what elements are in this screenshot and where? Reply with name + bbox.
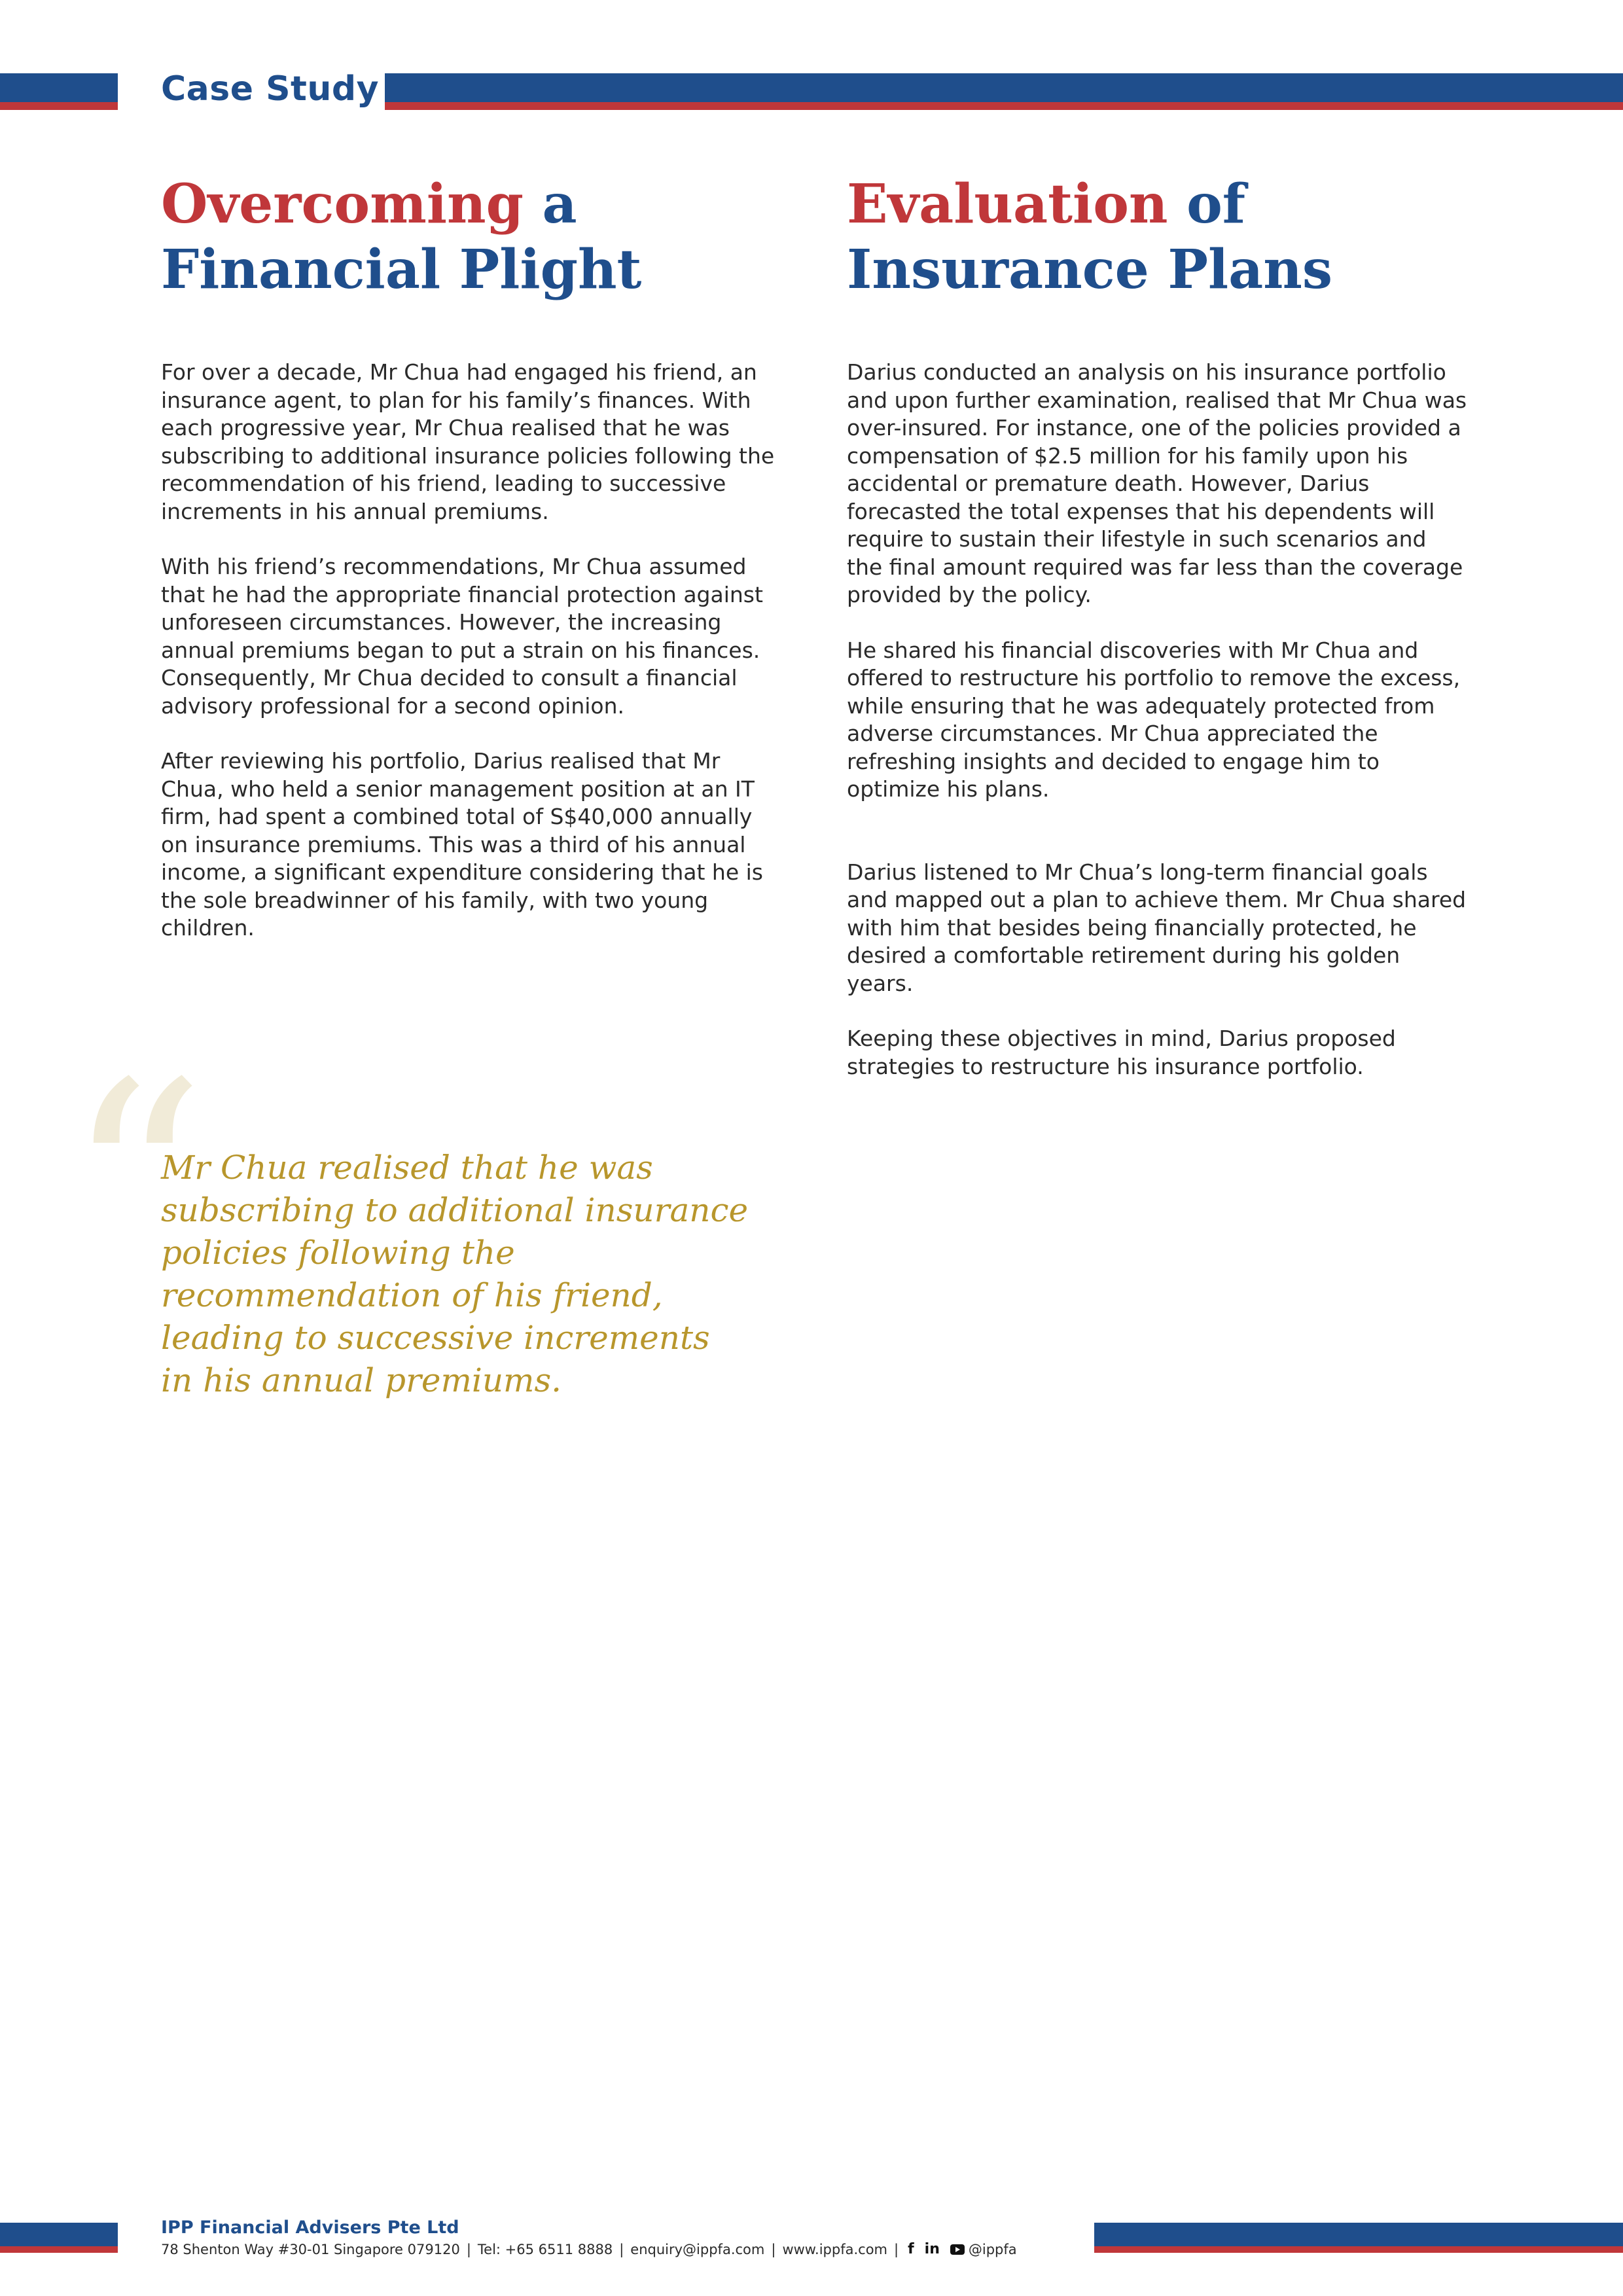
left-paragraph: For over a decade, Mr Chua had engaged his friend, an insurance agent, to plan for his family’s finances. With each progressive year, Mr Chua realised that he was subscribing to additional insurance policies following the recommendation of his friend, leading to successive increments in his annual premiums. — [161, 359, 775, 524]
footer-email-link[interactable]: enquiry@ippfa.com — [630, 2241, 765, 2257]
left-column-body — [161, 359, 783, 970]
footer-address: 78 Shenton Way #30-01 Singapore 079120 — [161, 2241, 460, 2257]
left-title-accent: Overcoming — [161, 173, 524, 236]
right-paragraph: Darius listened to Mr Chua’s long-term financial goals and mapped out a plan to achieve them. Mr Chua shared with him that besides being financially protected, he desired a comfortable retirement during his golden years. — [847, 859, 1467, 996]
footer-separator: | — [466, 2241, 471, 2257]
footer-bar-left-blue — [0, 2223, 118, 2246]
footer-bar-right-blue — [1094, 2223, 1623, 2246]
left-column-title — [161, 171, 815, 302]
footer-bar-left-red — [0, 2246, 118, 2253]
left-paragraph: With his friend’s recommendations, Mr Chua assumed that he had the appropriate financial protection against unforeseen circumstances. However, the increasing annual premiums began to put a strain on his finances. Consequently, Mr Chua decided to consult a financial advisory professional for a second opinion. — [161, 554, 763, 719]
right-column-body — [847, 359, 1469, 1108]
right-paragraph: He shared his financial discoveries with Mr Chua and offered to restructure his portfolio to remove the excess, while ensuring that he was adequately protected from adverse circumstances. Mr Chua appreciated the refreshing insights and decided to engage him to optimize his plans. — [847, 637, 1461, 802]
footer-separator: | — [619, 2241, 624, 2257]
header-bar-right-red — [385, 102, 1623, 110]
right-paragraph: Darius conducted an analysis on his insurance portfolio and upon further examination, realised that Mr Chua was over-insured. For instance, one of the policies provided a compensation of $2.5 million for his family upon his accidental or premature death. However, Darius forecasted the total expenses that his dependents will require to sustain their lifestyle in such scenarios and the final amount required was far less than the coverage provided by the policy. — [847, 359, 1467, 607]
footer-website-link[interactable]: www.ippfa.com — [782, 2241, 887, 2257]
quote-mark-icon: “ — [65, 1024, 206, 1344]
linkedin-icon[interactable]: in — [924, 2241, 940, 2257]
header-bar-right-blue — [385, 73, 1623, 102]
header-title: Case Study — [161, 69, 380, 109]
footer-separator: | — [894, 2241, 899, 2257]
footer-tel: Tel: +65 6511 8888 — [477, 2241, 613, 2257]
footer-bar-right-red — [1094, 2246, 1623, 2253]
right-title-accent: Evaluation — [847, 173, 1168, 236]
header-bar-left-blue — [0, 73, 118, 102]
footer-contact-line — [161, 2241, 1017, 2257]
right-paragraph: Keeping these objectives in mind, Darius proposed strategies to restructure his insurance portfolio. — [847, 1026, 1396, 1079]
footer-company-name: IPP Financial Advisers Pte Ltd — [161, 2217, 459, 2238]
left-title-rest: a Financial Plight — [161, 173, 642, 301]
left-paragraph: After reviewing his portfolio, Darius realised that Mr Chua, who held a senior management position at an IT firm, had spent a combined total of S$40,000 annually on insurance premiums. This was a third of his annual income, a significant expenditure considering that he is the sole breadwinner of his family, with two young children. — [161, 748, 763, 941]
right-column-title — [847, 171, 1501, 302]
facebook-icon[interactable]: f — [908, 2241, 914, 2257]
pull-quote: Mr Chua realised that he was subscribing to additional insurance policies following the recommendation of his friend, leading to successive increments in his annual premiums. — [161, 1149, 749, 1399]
youtube-icon[interactable] — [950, 2244, 965, 2255]
header-bar-left-red — [0, 102, 118, 110]
social-links — [908, 2241, 1017, 2257]
footer-separator: | — [771, 2241, 776, 2257]
social-handle: @ippfa — [968, 2241, 1017, 2257]
right-title-rest: of Insurance Plans — [847, 173, 1333, 301]
